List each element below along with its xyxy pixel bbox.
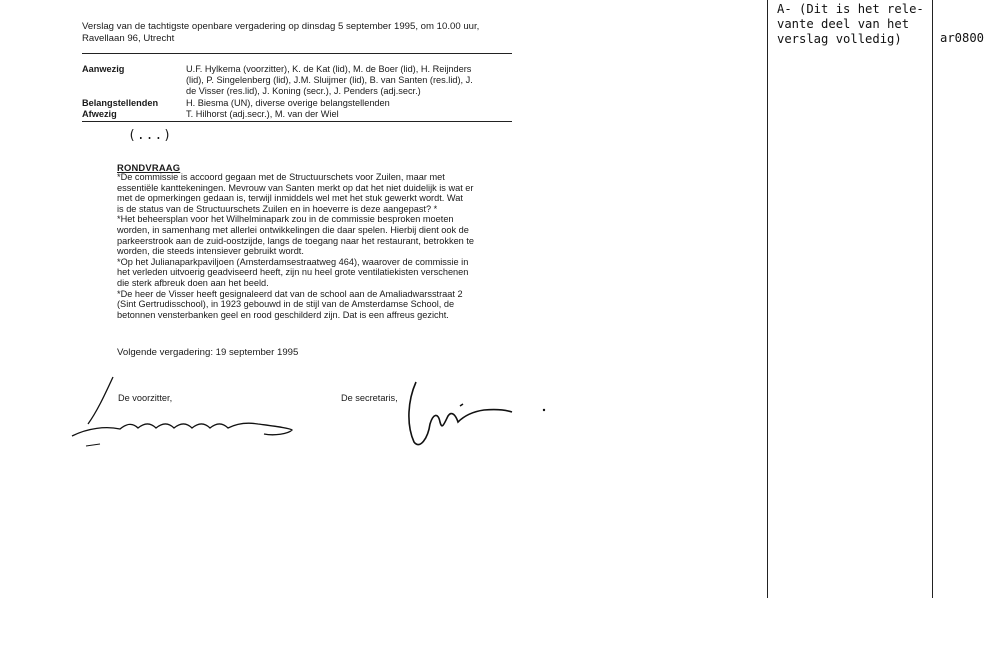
margin-rule-right (932, 0, 933, 598)
stakeholders-label: Belangstellenden (82, 98, 159, 108)
chair-signature (68, 372, 303, 452)
body-line: *Het beheersplan voor het Wilhelminapark zou in de commissie besproken moeten (117, 214, 454, 225)
body-line: essentiële kanttekeningen. Mevrouw van Santen merkt op dat het niet duidelijk is wat er (117, 182, 474, 193)
section-title-rondvraag: RONDVRAAG (117, 162, 181, 173)
attendance-divider (82, 121, 512, 122)
present-line: U.F. Hylkema (voorzitter), K. de Kat (lid), M. de Boer (lid), H. Reijnders (186, 64, 472, 74)
body-line: *De commissie is accoord gegaan met de Structuurschets voor Zuilen, maar met (117, 172, 445, 182)
body-line: is de status van de Structuurschets Zuilen en in hoeverre is deze aangepast? * (117, 203, 438, 214)
report-location: Ravellaan 96, Utrecht (82, 33, 175, 44)
body-line: het verleden uitvoerig geadviseerd heeft, zijn nu heel grote ventilatiekisten verschenen (117, 267, 469, 278)
absent-list: T. Hilhorst (adj.secr.), M. van der Wiel (186, 109, 339, 119)
report-title: Verslag van de tachtigste openbare vergadering op dinsdag 5 september 1995, om 10.00 uur, (82, 21, 480, 32)
body-line: *Op het Julianaparkpaviljoen (Amsterdamsestraatweg 464), waarover de commissie in (117, 256, 469, 267)
body-line: worden, die steeds intensiever gebruikt wordt. (117, 246, 304, 257)
chair-label: De voorzitter, (118, 393, 173, 403)
absent-label: Afwezig (82, 109, 117, 119)
present-label: Aanwezig (82, 64, 125, 74)
margin-note-line: vante deel van het (777, 17, 910, 31)
present-line: de Visser (res.lid), J. Koning (secr.), J. Penders (adj.secr.) (186, 86, 421, 96)
margin-note-line: A- (Dit is het rele- (777, 2, 924, 16)
omission-marker: (...) (128, 128, 173, 143)
margin-note-line: verslag volledig) (777, 32, 902, 46)
secretary-label: De secretaris, (341, 393, 398, 403)
present-line: (lid), P. Singelenberg (lid), J.M. Sluijmer (lid), B. van Santen (res.lid), J. (186, 75, 473, 85)
body-line: met de opmerkingen gedaan is, terwijl inmiddels wel met het stuk gewerkt wordt. Wat (117, 193, 463, 204)
body-line: (Sint Gertrudisschool), in 1923 gebouwd in de stijl van de Amsterdamse School, de (117, 299, 455, 310)
body-line: worden, in samenhang met allerlei ontwikkelingen die daar spelen. Hierbij dient ook de (117, 224, 469, 235)
margin-rule-left (767, 0, 768, 598)
margin-annotation (777, 2, 924, 47)
rondvraag-body (117, 172, 507, 320)
body-line: die sterk afbreuk doen aan het beeld. (117, 277, 269, 288)
header-divider (82, 53, 512, 54)
present-list (186, 64, 504, 97)
stakeholders-list: H. Biesma (UN), diverse overige belangstellenden (186, 98, 390, 108)
next-meeting-date: Volgende vergadering: 19 september 1995 (117, 347, 299, 358)
body-line: *De heer de Visser heeft gesignaleerd dat van de school aan de Amaliadwarsstraat 2 (117, 288, 463, 299)
secretary-signature (400, 376, 555, 456)
archive-reference-code: ar0800 (940, 31, 985, 45)
body-line: betonnen vensterbanken geel en rood geschilderd zijn. Dat is een affreus gezicht. (117, 309, 449, 320)
body-line: parkeerstrook aan de zuid-oostzijde, langs de toegang naar het restaurant, betrokken te (117, 235, 475, 246)
